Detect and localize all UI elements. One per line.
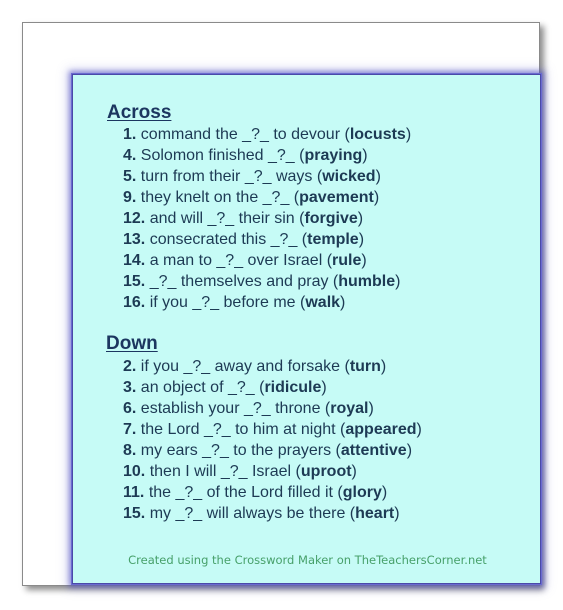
clue-text: the _?_ of the Lord filled it ( [148,484,343,501]
clue-item [123,440,422,461]
clue-close-paren: ) [380,358,387,375]
clue-close-paren: ) [321,379,327,396]
clue-text: the Lord _?_ to him at night ( [140,421,346,438]
clue-text: consecrated this _?_ ( [149,231,308,248]
clue-text: and will _?_ their sin ( [149,210,305,227]
clue-item [123,229,411,250]
clue-close-paren: ) [362,147,368,164]
clue-answer: pavement [299,189,374,206]
clue-number: 13. [123,231,146,248]
clue-number: 15. [123,505,146,522]
clue-text: then I will _?_ Israel ( [149,463,301,480]
clue-text: my _?_ will always be there ( [149,505,356,522]
clue-text: establish your _?_ throne ( [140,400,331,417]
clue-close-paren: ) [381,484,388,501]
clue-text: if you _?_ away and forsake ( [140,358,350,375]
clue-close-paren: ) [351,463,357,480]
clue-close-paren: ) [375,168,381,185]
down-heading: Down [106,333,158,354]
across-heading: Across [107,102,172,123]
clue-answer: rule [332,252,362,269]
clue-item [123,271,411,292]
clue-answer: appeared [345,421,417,438]
clue-close-paren: ) [358,231,365,248]
clue-answer: turn [349,358,381,375]
clue-answer: forgive [304,210,358,227]
clue-number: 11. [123,484,145,501]
clue-answer: royal [330,400,369,417]
clue-number: 7. [123,421,137,438]
clue-text: turn from their _?_ ways ( [140,168,323,185]
clue-answer: temple [307,231,359,248]
clue-item [123,166,411,187]
down-clue-list [123,356,422,524]
clue-item [123,398,422,419]
clue-close-paren: ) [368,400,374,417]
clue-number: 4. [123,147,137,164]
clue-close-paren: ) [340,294,346,311]
clue-number: 8. [123,442,137,459]
clue-close-paren: ) [394,505,400,522]
clue-answer: glory [342,484,382,501]
clue-close-paren: ) [373,189,380,206]
clue-item [123,250,411,271]
clue-item [123,377,422,398]
clue-close-paren: ) [361,252,367,269]
clue-card [72,74,541,584]
clue-text: _?_ themselves and pray ( [149,273,339,290]
clue-answer: wicked [322,168,376,185]
clue-text: they knelt on the _?_ ( [140,189,300,206]
clue-answer: uproot [300,463,352,480]
clue-close-paren: ) [416,421,422,438]
clue-number: 10. [123,463,146,480]
clue-number: 15. [123,273,146,290]
clue-item [123,187,411,208]
clue-answer: attentive [340,442,407,459]
clue-item [123,145,411,166]
clue-number: 6. [123,400,137,417]
clue-item [123,124,411,145]
page-frame [22,22,540,586]
clue-text: if you _?_ before me ( [149,294,306,311]
clue-item [123,208,411,229]
across-clue-list [123,124,411,313]
clue-text: an object of _?_ ( [140,379,265,396]
clue-answer: locusts [349,126,406,143]
clue-number: 2. [123,358,137,375]
clue-item [123,461,422,482]
clue-text: command the _?_ to devour ( [140,126,350,143]
clue-item [123,503,422,524]
clue-answer: heart [355,505,395,522]
clue-item [123,292,411,313]
footer-credit: Created using the Crossword Maker on TheTeachersCorner.net [128,553,487,567]
clue-item [123,482,422,503]
clue-answer: walk [305,294,341,311]
clue-number: 14. [123,252,146,269]
clue-item [123,419,422,440]
clue-text: my ears _?_ to the prayers ( [140,442,341,459]
clue-close-paren: ) [406,442,413,459]
clue-answer: humble [338,273,396,290]
clue-number: 16. [123,294,146,311]
clue-answer: ridicule [264,379,322,396]
clue-text: Solomon finished _?_ ( [140,147,305,164]
clue-number: 12. [123,210,146,227]
clue-number: 1. [123,126,137,143]
clue-number: 9. [123,189,137,206]
clue-close-paren: ) [357,210,364,227]
clue-text: a man to _?_ over Israel ( [149,252,333,269]
clue-number: 5. [123,168,137,185]
clue-item [123,356,422,377]
clue-close-paren: ) [405,126,412,143]
clue-number: 3. [123,379,137,396]
clue-close-paren: ) [395,273,401,290]
clue-answer: praying [304,147,363,164]
